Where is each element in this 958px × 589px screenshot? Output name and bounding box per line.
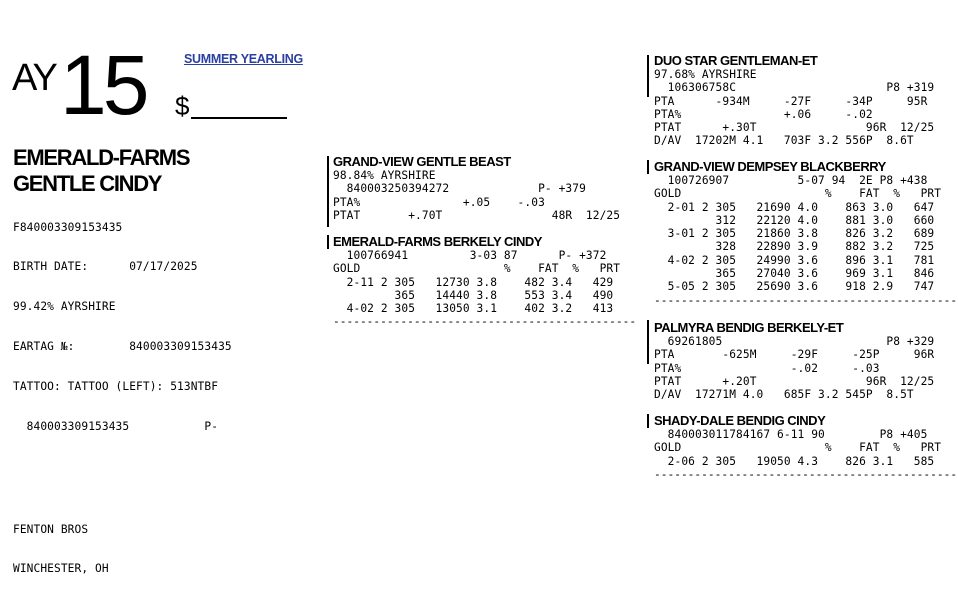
dam-name: EMERALD-FARMS BERKELY CINDY (333, 234, 542, 249)
pedigree-bracket-sire-sire (647, 55, 649, 97)
sire-dam-line: 312 22120 4.0 881 3.0 660 (654, 213, 935, 227)
sire-dam-line: 100726907 5-07 94 2E P8 +438 (654, 174, 928, 187)
animal-details (13, 194, 232, 447)
detail-line: F840003309153435 (13, 220, 123, 234)
sire-block (333, 155, 620, 222)
dam-line: 100766941 3-03 87 P- +372 (333, 249, 607, 262)
dam-sire-line: PTA -625M -29F -25P 96R (654, 348, 935, 362)
sire-dam-line: GOLD % FAT % PRT (654, 187, 942, 201)
sire-dam-block (654, 159, 958, 307)
sire-sire-name: DUO STAR GENTLEMAN-ET (654, 53, 818, 68)
sire-line: PTAT +.70T 48R 12/25 (333, 208, 621, 222)
lot-prefix: AY (12, 57, 56, 99)
dam-dam-line: GOLD % FAT % PRT (654, 441, 942, 455)
dam-line: 4-02 2 305 13050 3.1 402 3.2 413 (333, 302, 614, 316)
pedigree-bracket-sire-dam (647, 160, 649, 174)
dam-dam-name: SHADY-DALE BENDIG CINDY (654, 413, 826, 428)
dam-sire-name: PALMYRA BENDIG BERKELY-ET (654, 320, 844, 335)
detail-line: TATTOO: TATTOO (LEFT): 513NTBF (13, 380, 219, 394)
sire-dam-name: GRAND-VIEW DEMPSEY BLACKBERRY (654, 159, 886, 174)
sale-title: SUMMER YEARLING (184, 52, 303, 66)
owner-location: WINCHESTER, OH (13, 562, 109, 576)
dam-line: 2-11 2 305 12730 3.8 482 3.4 429 (333, 275, 614, 289)
sire-dam-line: 5-05 2 305 25690 3.6 918 2.9 747 (654, 280, 935, 294)
sire-sire-line: 106306758C P8 +319 (654, 81, 935, 95)
sire-line: 98.84% AYRSHIRE (333, 169, 436, 182)
pedigree-bracket-dam-dam (647, 414, 649, 428)
detail-line: EARTAG №: 840003309153435 (13, 340, 232, 354)
dam-line: 365 14440 3.8 553 3.4 490 (333, 288, 614, 302)
sire-sire-block (654, 54, 934, 148)
dam-sire-line: PTA% -.02 -.03 (654, 361, 880, 375)
sire-name: GRAND-VIEW GENTLE BEAST (333, 154, 511, 169)
sire-dam-line: 328 22890 3.9 882 3.2 725 (654, 240, 935, 254)
dam-dash-rule: --------------------------------------------- (333, 315, 637, 329)
sire-line: 840003250394272 P- +379 (333, 182, 586, 196)
owner-name: FENTON BROS (13, 522, 89, 536)
dam-sire-line: 69261805 P8 +329 (654, 335, 935, 348)
detail-line: 99.42% AYRSHIRE (13, 300, 116, 314)
sire-dam-line: 2-01 2 305 21690 4.0 863 3.0 647 (654, 200, 935, 214)
sire-dam-line: 3-01 2 305 21860 3.8 826 3.2 689 (654, 227, 935, 241)
sire-sire-line: D/AV 17202M 4.1 703F 3.2 556P 8.6T (654, 134, 914, 148)
animal-name (13, 145, 189, 197)
sire-dam-dash-rule: --------------------------------------------- (654, 293, 958, 307)
price-currency: $ (175, 91, 190, 121)
sire-sire-line: PTA% +.06 -.02 (654, 107, 873, 121)
pedigree-bracket-dam (327, 235, 329, 249)
owner-block (13, 496, 109, 589)
animal-name-line1: EMERALD-FARMS (13, 145, 190, 170)
dam-dam-block (654, 413, 958, 481)
pedigree-bracket-dam-sire (647, 320, 649, 364)
animal-name-line2: GENTLE CINDY (13, 171, 162, 196)
pedigree-bracket-sire (327, 156, 329, 227)
dam-sire-line: PTAT +.20T 96R 12/25 (654, 374, 935, 388)
dam-dam-line: 840003011784167 6-11 90 P8 +405 (654, 428, 928, 441)
dam-block (333, 234, 637, 329)
detail-line: BIRTH DATE: 07/17/2025 (13, 260, 198, 274)
lot-number: 15 (60, 38, 146, 132)
sire-dam-line: 365 27040 3.6 969 3.1 846 (654, 267, 935, 281)
dam-sire-line: D/AV 17271M 4.0 685F 3.2 545P 8.5T (654, 388, 914, 402)
dam-dam-line: 2-06 2 305 19050 4.3 826 3.1 585 (654, 454, 935, 468)
dam-sire-block (654, 321, 934, 401)
detail-line: 840003309153435 P- (13, 420, 219, 434)
dam-line: GOLD % FAT % PRT (333, 262, 621, 276)
sire-sire-line: 97.68% AYRSHIRE (654, 68, 757, 81)
sire-sire-line: PTA -934M -27F -34P 95R (654, 94, 928, 108)
sire-dam-line: 4-02 2 305 24990 3.6 896 3.1 781 (654, 253, 935, 267)
dam-dam-dash-rule: --------------------------------------------- (654, 467, 958, 481)
sire-line: PTA% +.05 -.03 (333, 195, 545, 209)
sire-sire-line: PTAT +.30T 96R 12/25 (654, 121, 935, 135)
price-blank-line (191, 117, 287, 119)
